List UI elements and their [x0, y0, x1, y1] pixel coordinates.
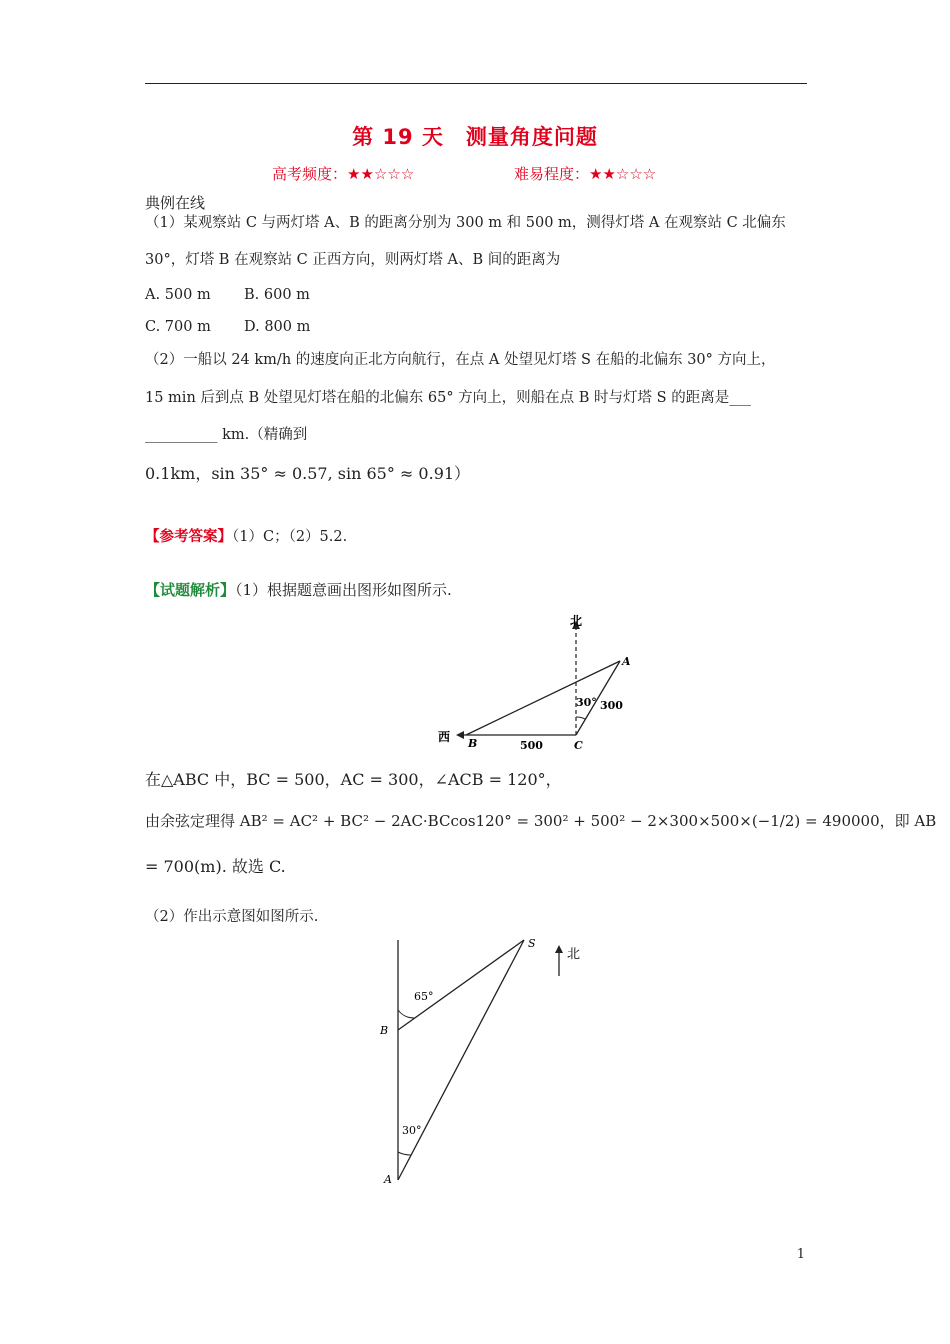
option-c: C. 700 m: [145, 319, 211, 335]
difficulty-rating: 难易程度：★★☆☆☆: [514, 165, 657, 183]
fig2-angle65-label: 65°: [414, 990, 434, 1003]
fig1-west-label: 西: [438, 730, 451, 744]
frequency-rating: 高考频度：★★☆☆☆: [272, 165, 415, 183]
q1-line2: 30°，灯塔 B 在观察站 C 正西方向，则两灯塔 A、B 间的距离为: [145, 252, 561, 268]
side-ab: [466, 661, 620, 735]
fig1-angle-label: 30°: [576, 696, 597, 709]
option-a: A. 500 m: [145, 287, 211, 303]
header-rule: [145, 83, 807, 84]
analysis-text: （1）根据题意画出图形如图所示.: [235, 581, 452, 599]
answer-tag: 【参考答案】: [145, 529, 232, 545]
answer-line: [145, 527, 347, 547]
answer-text: （1）C；（2）5.2.: [232, 529, 348, 545]
q2-precision-note: 0.1km，sin 35° ≈ 0.57, sin 65° ≈ 0.91）: [145, 464, 471, 483]
option-b: B. 600 m: [244, 287, 310, 303]
fig1-point-c: C: [574, 739, 583, 752]
angle-arc: [576, 717, 585, 719]
page-title: 第 19 天 测量角度问题: [352, 125, 598, 149]
figure-2-triangle: [370, 930, 600, 1190]
solution-line3: = 700(m). 故选 C.: [145, 857, 286, 876]
angle30-arc: [398, 1152, 411, 1155]
side-as: [398, 940, 524, 1180]
analysis-tag: 【试题解析】: [145, 581, 236, 599]
fig2-point-b: B: [380, 1024, 389, 1037]
west-arrowhead: [456, 731, 464, 739]
fig2-north-label: 北: [567, 947, 581, 962]
q2-line3: __________ km.（精确到: [145, 427, 308, 443]
page-number: 1: [796, 1247, 805, 1262]
figure-1-triangle: [430, 605, 650, 755]
part2-intro: （2）作出示意图如图所示.: [145, 909, 319, 925]
q2-line2: 15 min 后到点 B 处望见灯塔在船的北偏东 65° 方向上，则船在点 B 时与灯塔 S 的距离是___: [145, 390, 751, 406]
q2-line1: （2）一船以 24 km/h 的速度向正北方向航行，在点 A 处望见灯塔 S 在船的北偏东 30° 方向上，: [145, 352, 776, 368]
fig1-north-label: 北: [570, 614, 583, 628]
fig1-bc-length: 500: [520, 739, 543, 752]
angle65-arc: [398, 1010, 414, 1018]
north-indicator-arrowhead: [555, 945, 563, 953]
fig1-point-b: B: [468, 737, 478, 750]
q1-line1: （1）某观察站 C 与两灯塔 A、B 的距离分别为 300 m 和 500 m，测得灯塔 A 在观察站 C 北偏东: [145, 215, 786, 231]
fig2-angle30-label: 30°: [402, 1124, 422, 1137]
option-d: D. 800 m: [244, 319, 311, 335]
solution-line2: 由余弦定理得 AB² = AC² + BC² − 2AC·BCcos120° = 300² + 500² − 2×300×500×(−1/2) = 490000，即 AB: [145, 812, 937, 830]
fig2-point-s: S: [528, 937, 536, 950]
side-bs: [398, 940, 524, 1030]
section-heading: 典例在线: [145, 194, 206, 212]
solution-line1: 在△ABC 中，BC = 500，AC = 300，∠ACB = 120°，: [145, 770, 562, 789]
fig2-point-a: A: [384, 1173, 392, 1186]
analysis-line: [145, 580, 452, 600]
fig1-ac-length: 300: [600, 699, 623, 712]
fig1-point-a: A: [622, 655, 631, 668]
